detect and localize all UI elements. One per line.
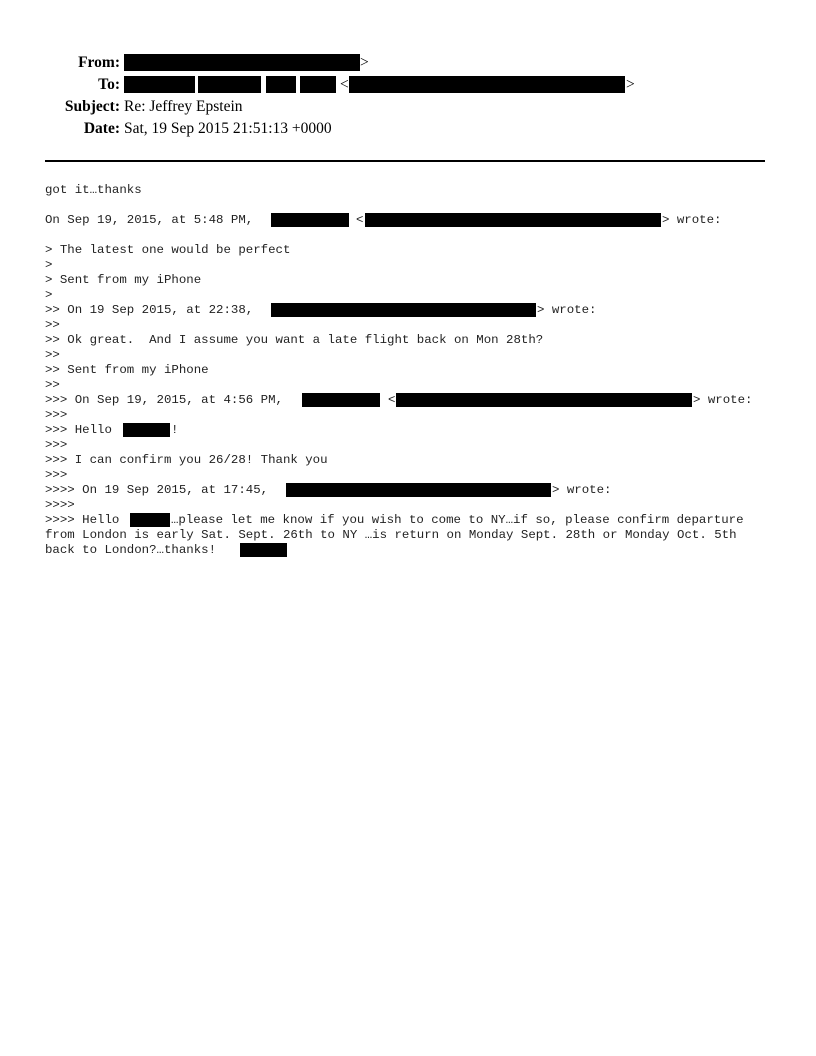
redaction (240, 543, 287, 557)
body-line: > (45, 258, 53, 272)
subject-value: Re: Jeffrey Epstein (124, 98, 243, 115)
to-redaction-2 (198, 76, 261, 93)
body-line: < (356, 213, 364, 227)
redaction (286, 483, 551, 497)
body-line: >> Ok great. And I assume you want a late flight back on Mon 28th? (45, 333, 544, 347)
to-lt: < (340, 76, 349, 93)
body-line: >>> (45, 408, 68, 422)
redaction (302, 393, 380, 407)
header-divider (45, 160, 765, 162)
body-line: >> Sent from my iPhone (45, 363, 209, 377)
date-value: Sat, 19 Sep 2015 21:51:13 +0000 (124, 120, 332, 137)
to-label: To: (98, 76, 120, 93)
to-redaction-3 (266, 76, 296, 93)
body-line: from London is early Sat. Sept. 26th to NY …is return on Monday Sept. 28th or Monday Oct. 5th (45, 528, 737, 542)
body-line: > wrote: (552, 483, 612, 497)
from-gt: > (360, 54, 369, 71)
date-row (0, 119, 816, 139)
from-label: From: (78, 54, 120, 71)
body-line: >> (45, 378, 60, 392)
body-line: …please let me know if you wish to come to NY…if so, please confirm departure (171, 513, 744, 527)
body-line: >>> On Sep 19, 2015, at 4:56 PM, (45, 393, 283, 407)
redaction (365, 213, 661, 227)
body-line: On Sep 19, 2015, at 5:48 PM, (45, 213, 254, 227)
to-redaction-4 (300, 76, 336, 93)
body-line: ! (171, 423, 179, 437)
redaction (130, 513, 170, 527)
body-line: >> On 19 Sep 2015, at 22:38, (45, 303, 254, 317)
body-line: > Sent from my iPhone (45, 273, 202, 287)
to-redaction-1 (124, 76, 195, 93)
subject-row (0, 97, 816, 117)
to-row (0, 75, 816, 95)
body-line: > wrote: (537, 303, 597, 317)
body-line: >>> (45, 438, 68, 452)
to-gt: > (626, 76, 635, 93)
redaction (123, 423, 170, 437)
from-row (0, 53, 816, 73)
body-line: > wrote: (662, 213, 722, 227)
body-line: >>> Hello (45, 423, 112, 437)
body-line: > wrote: (693, 393, 753, 407)
body-line: > The latest one would be perfect (45, 243, 291, 257)
body-line: >>> (45, 468, 68, 482)
redaction (271, 213, 349, 227)
subject-label: Subject: (64, 98, 120, 115)
body-line: > (45, 288, 53, 302)
to-redaction-5 (349, 76, 625, 93)
redaction (396, 393, 692, 407)
from-redaction (124, 54, 360, 71)
body-line: < (388, 393, 396, 407)
body-line: back to London?…thanks! (45, 543, 217, 557)
body-line: >> (45, 318, 60, 332)
body-line: >>>> (45, 498, 75, 512)
date-label: Date: (83, 120, 120, 137)
body-line: >>> I can confirm you 26/28! Thank you (45, 453, 328, 467)
body-line: got it…thanks (45, 183, 142, 197)
body-line: >>>> On 19 Sep 2015, at 17:45, (45, 483, 269, 497)
redaction (271, 303, 536, 317)
body-line: >> (45, 348, 60, 362)
body-line: >>>> Hello (45, 513, 120, 527)
